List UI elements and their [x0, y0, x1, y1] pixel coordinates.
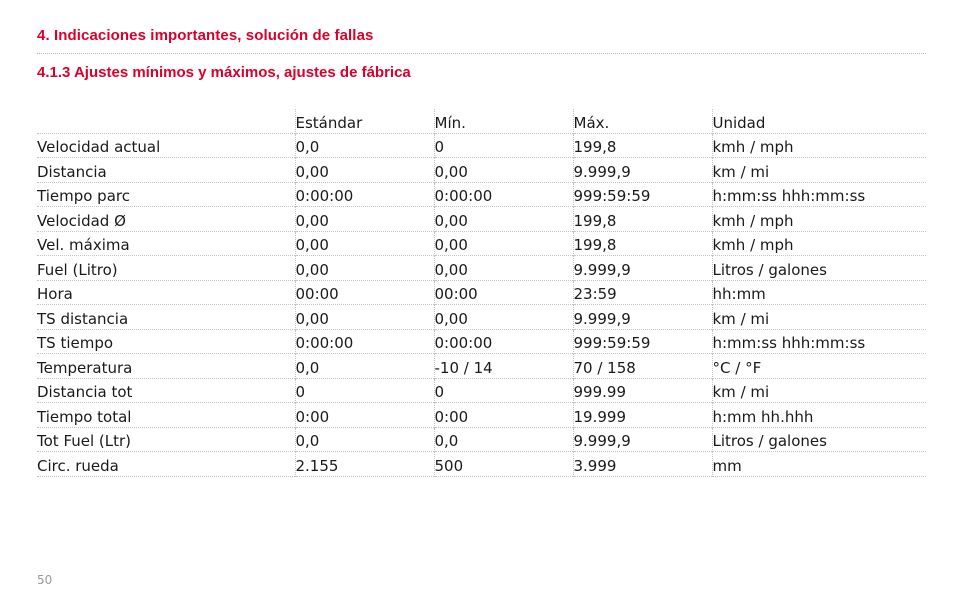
column-header-standard: Estándar	[295, 109, 434, 133]
column-header-unit: Unidad	[712, 109, 926, 133]
standard-cell: 0,00	[295, 305, 434, 330]
unit-cell: km / mi	[712, 378, 926, 403]
table-row	[37, 378, 926, 403]
unit-cell: kmh / mph	[712, 133, 926, 158]
standard-cell: 0	[295, 378, 434, 403]
min-cell: 0,0	[434, 427, 573, 452]
title-divider	[37, 53, 926, 54]
standard-cell: 0,00	[295, 231, 434, 256]
unit-cell: h:mm:ss hhh:mm:ss	[712, 329, 926, 354]
standard-cell: 0,00	[295, 207, 434, 232]
max-cell: 999.99	[573, 378, 712, 403]
table-row	[37, 427, 926, 452]
unit-cell: Litros / galones	[712, 427, 926, 452]
standard-cell: 0,00	[295, 256, 434, 281]
min-cell: 0,00	[434, 158, 573, 183]
max-cell: 9.999,9	[573, 305, 712, 330]
table-row	[37, 329, 926, 354]
max-cell: 199,8	[573, 207, 712, 232]
table-row	[37, 133, 926, 158]
parameter-cell: Velocidad actual	[37, 138, 161, 156]
standard-cell: 0,0	[295, 133, 434, 158]
max-cell: 999:59:59	[573, 329, 712, 354]
standard-cell: 0:00:00	[295, 329, 434, 354]
table-row	[37, 231, 926, 256]
max-cell: 9.999,9	[573, 256, 712, 281]
min-cell: 500	[434, 452, 573, 477]
min-cell: 0,00	[434, 256, 573, 281]
table-row	[37, 158, 926, 183]
standard-cell: 0,0	[295, 427, 434, 452]
min-cell: 0,00	[434, 207, 573, 232]
standard-cell: 0:00	[295, 403, 434, 428]
unit-cell: mm	[712, 452, 926, 477]
parameter-cell: Tiempo parc	[37, 187, 130, 205]
max-cell: 9.999,9	[573, 158, 712, 183]
table-row	[37, 354, 926, 379]
unit-cell: hh:mm	[712, 280, 926, 305]
min-cell: 0:00:00	[434, 182, 573, 207]
section-title: 4. Indicaciones importantes, solución de fallas	[37, 27, 374, 44]
table-row	[37, 256, 926, 281]
max-cell: 23:59	[573, 280, 712, 305]
parameter-cell: Temperatura	[37, 358, 133, 377]
settings-table	[37, 109, 926, 477]
table-row	[37, 182, 926, 207]
min-cell: -10 / 14	[434, 354, 573, 379]
standard-cell: 0:00:00	[295, 182, 434, 207]
max-cell: 3.999	[573, 452, 712, 477]
max-cell: 19.999	[573, 403, 712, 428]
table-body	[37, 133, 926, 476]
column-header-parameter	[37, 109, 295, 133]
unit-cell: kmh / mph	[712, 207, 926, 232]
parameter-cell: TS tiempo	[37, 334, 114, 352]
min-cell: 0:00:00	[434, 329, 573, 354]
parameter-cell: TS distancia	[37, 309, 129, 328]
column-header-max: Máx.	[573, 109, 712, 133]
unit-cell: Litros / galones	[712, 256, 926, 281]
standard-cell: 0,00	[295, 158, 434, 183]
max-cell: 999:59:59	[573, 182, 712, 207]
parameter-cell: Tiempo total	[37, 407, 132, 426]
table-row	[37, 452, 926, 477]
parameter-cell: Circ. rueda	[37, 456, 119, 475]
page-number: 50	[37, 573, 53, 587]
min-cell: 0	[434, 378, 573, 403]
parameter-cell: Velocidad Ø	[37, 211, 126, 230]
min-cell: 00:00	[434, 280, 573, 305]
unit-cell: °C / °F	[712, 354, 926, 379]
max-cell: 199,8	[573, 231, 712, 256]
table-row	[37, 403, 926, 428]
table-row	[37, 305, 926, 330]
parameter-cell: Vel. máxima	[37, 236, 130, 254]
column-header-min: Mín.	[434, 109, 573, 133]
standard-cell: 0,0	[295, 354, 434, 379]
parameter-cell: Hora	[37, 285, 73, 303]
standard-cell: 00:00	[295, 280, 434, 305]
min-cell: 0	[434, 133, 573, 158]
min-cell: 0,00	[434, 305, 573, 330]
parameter-cell: Distancia	[37, 162, 107, 181]
unit-cell: km / mi	[712, 158, 926, 183]
min-cell: 0,00	[434, 231, 573, 256]
unit-cell: km / mi	[712, 305, 926, 330]
parameter-cell: Fuel (Litro)	[37, 260, 118, 279]
table-row	[37, 280, 926, 305]
unit-cell: h:mm hh.hhh	[712, 403, 926, 428]
unit-cell: kmh / mph	[712, 231, 926, 256]
max-cell: 70 / 158	[573, 354, 712, 379]
parameter-cell: Distancia tot	[37, 383, 133, 401]
table-row	[37, 207, 926, 232]
standard-cell: 2.155	[295, 452, 434, 477]
max-cell: 199,8	[573, 133, 712, 158]
parameter-cell: Tot Fuel (Ltr)	[37, 432, 132, 450]
max-cell: 9.999,9	[573, 427, 712, 452]
unit-cell: h:mm:ss hhh:mm:ss	[712, 182, 926, 207]
min-cell: 0:00	[434, 403, 573, 428]
table-header-row	[37, 109, 926, 133]
subsection-title: 4.1.3 Ajustes mínimos y máximos, ajustes de fábrica	[37, 64, 411, 81]
